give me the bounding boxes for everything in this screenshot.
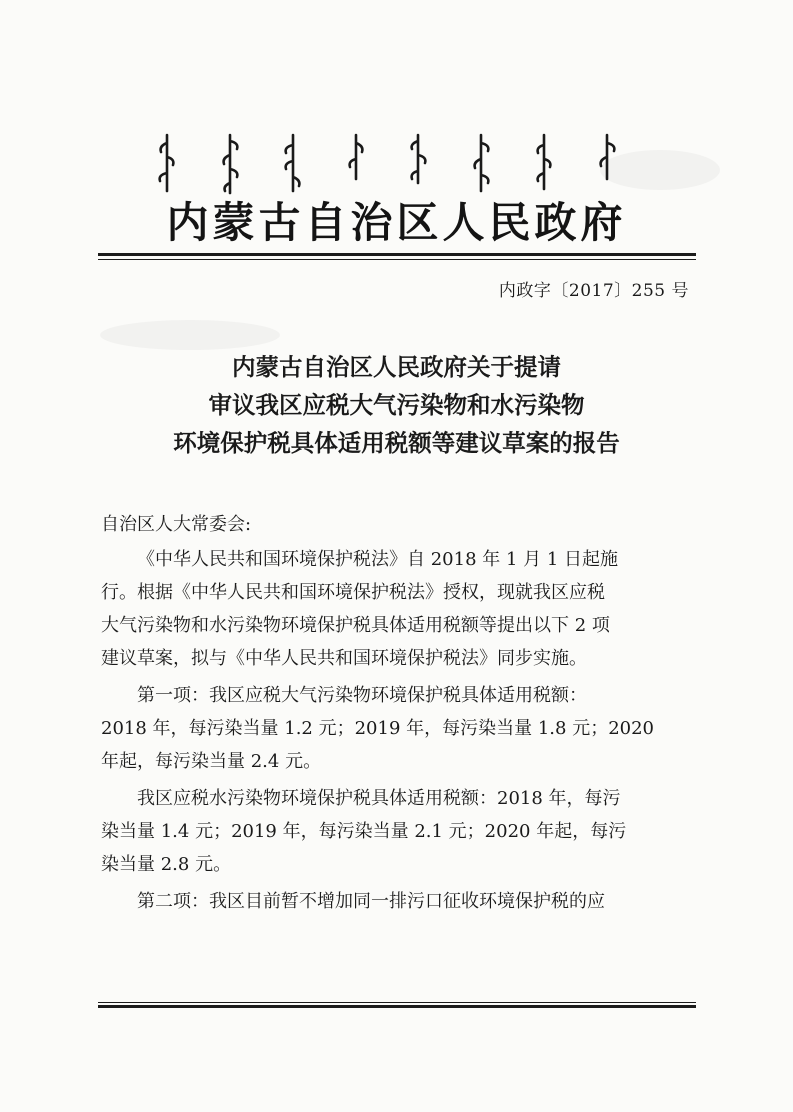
mongolian-script-header <box>152 133 622 195</box>
mongolian-word-glyph <box>278 133 308 195</box>
mongolian-word-glyph <box>215 133 245 195</box>
header-rule-thick <box>98 253 696 256</box>
body-line: 染当量 2.8 元。 <box>101 854 232 875</box>
body-line: 行。根据《中华人民共和国环境保护税法》授权，现就我区应税 <box>101 582 605 603</box>
mongolian-word-glyph <box>592 133 622 195</box>
document-number: 内政字〔2017〕255 号 <box>498 281 689 301</box>
body-line: 建议草案，拟与《中华人民共和国环境保护税法》同步实施。 <box>101 648 587 669</box>
body-line: 《中华人民共和国环境保护税法》自 2018 年 1 月 1 日起施 <box>137 549 619 570</box>
body-line: 第一项：我区应税大气污染物环境保护税具体适用税额： <box>137 685 587 706</box>
issuing-organization: 内蒙古自治区人民政府 <box>166 198 627 247</box>
body-line: 我区应税水污染物环境保护税具体适用税额：2018 年，每污 <box>137 788 621 809</box>
body-line: 大气污染物和水污染物环境保护税具体适用税额等提出以下 2 项 <box>101 615 610 636</box>
mongolian-word-glyph <box>403 133 433 195</box>
header-rule-thin <box>98 259 696 260</box>
body-line: 染当量 1.4 元；2019 年，每污染当量 2.1 元；2020 年起，每污 <box>101 821 627 842</box>
mongolian-word-glyph <box>466 133 496 195</box>
mongolian-word-glyph <box>152 133 182 195</box>
salutation: 自治区人大常委会: <box>101 514 252 535</box>
body-line: 年起，每污染当量 2.4 元。 <box>101 751 322 772</box>
scan-smudge <box>100 320 280 350</box>
title-line: 环境保护税具体适用税额等建议草案的报告 <box>173 429 620 457</box>
paragraph <box>101 679 691 778</box>
footer-rule-thin <box>98 1002 696 1003</box>
mongolian-word-glyph <box>529 133 559 195</box>
title-line: 审议我区应税大气污染物和水污染物 <box>208 391 585 419</box>
document-title <box>100 348 693 462</box>
paragraph <box>101 782 691 881</box>
mongolian-word-glyph <box>341 133 371 195</box>
body-line: 第二项：我区目前暂不增加同一排污口征收环境保护税的应 <box>137 891 605 912</box>
document-body <box>101 543 691 918</box>
footer-rule-thick <box>98 1005 696 1008</box>
paragraph <box>101 885 691 918</box>
title-line: 内蒙古自治区人民政府关于提请 <box>232 353 561 381</box>
paragraph <box>101 543 691 675</box>
body-line: 2018 年，每污染当量 1.2 元；2019 年，每污染当量 1.8 元；2020 <box>101 718 655 739</box>
